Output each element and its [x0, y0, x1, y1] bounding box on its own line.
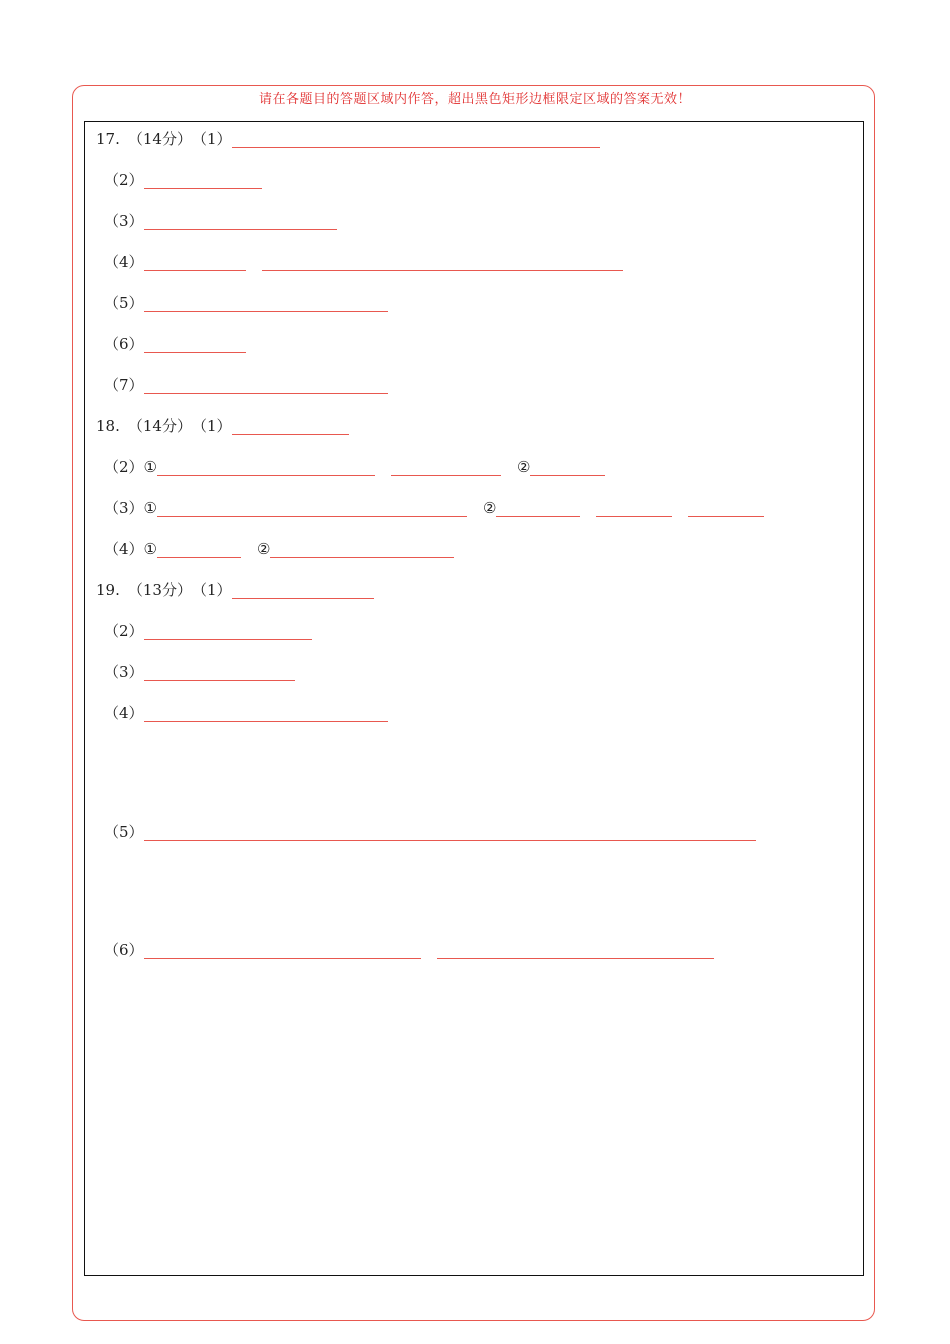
answer-area-notice: 请在各题目的答题区域内作答，超出黑色矩形边框限定区域的答案无效！	[258, 92, 691, 107]
q19-part5-row	[104, 819, 756, 841]
q17-part1-blank[interactable]	[232, 131, 600, 148]
q18-part2-mark2: ②	[517, 458, 531, 476]
q19-part1-label: （1）	[191, 581, 232, 599]
q19-part2-blank[interactable]	[144, 623, 312, 640]
q17-part4-label: （4）	[104, 253, 144, 271]
q19-part5-label: （5）	[104, 823, 144, 841]
q17-part3-label: （3）	[104, 212, 144, 230]
q18-score: （14分）	[127, 417, 192, 435]
q17-part4-row	[104, 249, 623, 271]
q19-number: 19.	[96, 581, 120, 599]
q17-part5-label: （5）	[104, 294, 144, 312]
q18-part3-row	[104, 495, 764, 517]
q18-part2-label: （2）	[104, 458, 144, 476]
q18-part4-mark2: ②	[257, 540, 271, 558]
q18-part3-blank-b[interactable]	[496, 500, 580, 517]
q19-part3-row	[104, 659, 295, 681]
q17-part7-row	[104, 372, 388, 394]
q17-part2-blank[interactable]	[144, 172, 262, 189]
q17-part4-blank-b[interactable]	[262, 254, 623, 271]
q19-part3-label: （3）	[104, 663, 144, 681]
q19-part6-row	[104, 937, 714, 959]
q17-part5-blank[interactable]	[144, 295, 388, 312]
q19-score: （13分）	[127, 581, 192, 599]
q18-part1-row	[96, 413, 349, 435]
q19-part4-blank[interactable]	[144, 705, 388, 722]
q18-part3-blank-c[interactable]	[596, 500, 672, 517]
q18-part4-blank-a[interactable]	[157, 541, 241, 558]
q19-part3-blank[interactable]	[144, 664, 295, 681]
q18-part3-blank-d[interactable]	[688, 500, 764, 517]
q18-part3-mark1: ①	[143, 499, 157, 517]
q18-part4-blank-b[interactable]	[270, 541, 454, 558]
q18-part3-label: （3）	[104, 499, 144, 517]
q17-part6-blank[interactable]	[144, 336, 246, 353]
q17-part1-row	[96, 126, 600, 148]
q18-part4-label: （4）	[104, 540, 144, 558]
q19-part2-label: （2）	[104, 622, 144, 640]
q18-number: 18.	[96, 417, 120, 435]
q17-part5-row	[104, 290, 388, 312]
q18-part2-blank-c[interactable]	[530, 459, 605, 476]
q17-part3-blank[interactable]	[144, 213, 337, 230]
q19-part4-label: （4）	[104, 704, 144, 722]
q18-part3-blank-a[interactable]	[157, 500, 467, 517]
q19-part4-row	[104, 700, 388, 722]
q17-number: 17.	[96, 130, 120, 148]
q17-part6-label: （6）	[104, 335, 144, 353]
q17-part4-blank-a[interactable]	[144, 254, 246, 271]
q19-part6-label: （6）	[104, 941, 144, 959]
q17-part1-label: （1）	[191, 130, 232, 148]
q18-part2-blank-a[interactable]	[157, 459, 375, 476]
q19-part6-blank-a[interactable]	[144, 942, 421, 959]
q18-part2-mark1: ①	[143, 458, 157, 476]
q18-part1-blank[interactable]	[232, 418, 349, 435]
q18-part1-label: （1）	[191, 417, 232, 435]
q19-part1-row	[96, 577, 374, 599]
q17-part3-row	[104, 208, 337, 230]
q17-part7-label: （7）	[104, 376, 144, 394]
q19-part1-blank[interactable]	[232, 582, 374, 599]
q19-part6-blank-b[interactable]	[437, 942, 714, 959]
q17-score: （14分）	[127, 130, 192, 148]
q17-part2-label: （2）	[104, 171, 144, 189]
q18-part4-mark1: ①	[143, 540, 157, 558]
q18-part2-row	[104, 454, 605, 476]
q18-part4-row	[104, 536, 454, 558]
q19-part2-row	[104, 618, 312, 640]
q18-part2-blank-b[interactable]	[391, 459, 501, 476]
q19-part5-blank[interactable]	[144, 824, 756, 841]
q18-part3-mark2: ②	[483, 499, 497, 517]
q17-part6-row	[104, 331, 246, 353]
q17-part2-row	[104, 167, 262, 189]
q17-part7-blank[interactable]	[144, 377, 388, 394]
